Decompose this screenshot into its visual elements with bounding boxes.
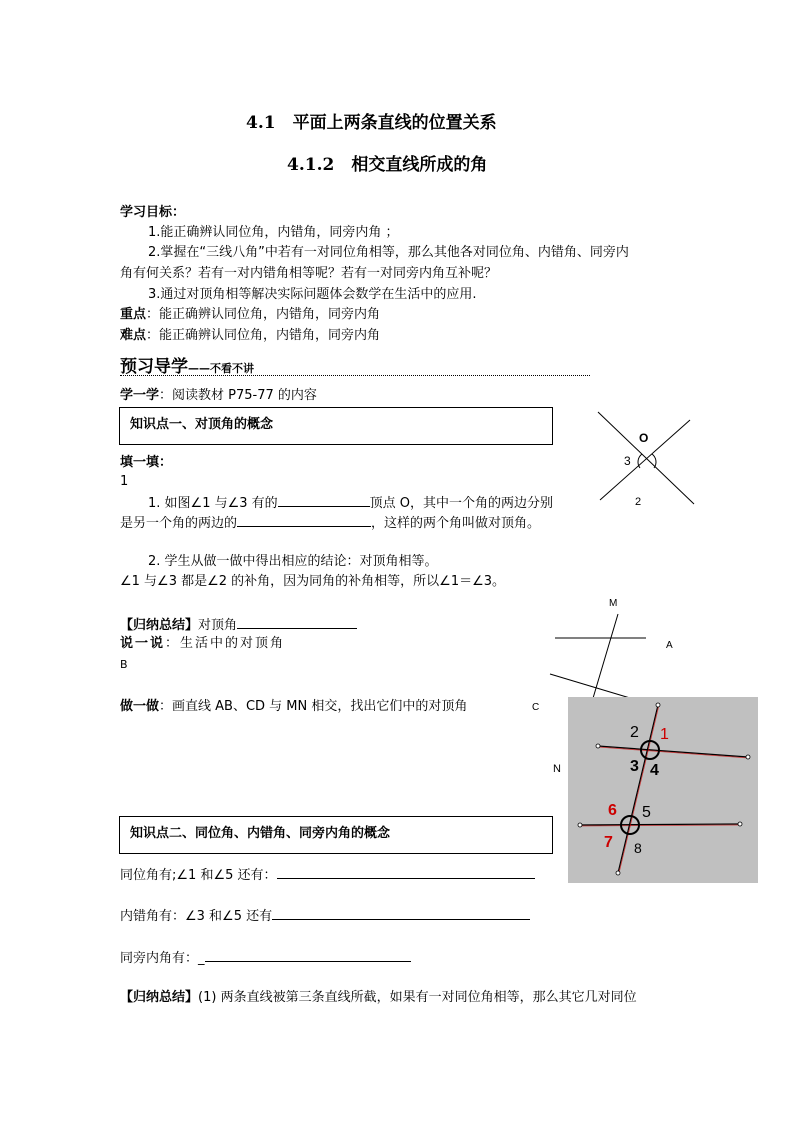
label-m: M [609,598,618,609]
three-lines-eight-angles-figure [568,697,758,883]
fill-question-1b [120,512,540,534]
alternate-label: 内错角有：∠3 和∠5 还有 [120,909,273,924]
goal-item-3: 3.通过对顶角相等解决实际问题体会数学在生活中的应用. [148,287,477,302]
knowledge-point-1-title: 知识点一、对顶角的概念 [130,417,274,432]
summary-1-text: 对顶角 [198,618,238,633]
fill-q1-part-a: 1. 如图∠1 与∠3 有的 [148,496,278,511]
do-label: 做一做 [120,699,160,714]
angle-label-2: 2 [630,724,639,741]
summary-2-text: (1) 两条直线被第三条直线所截，如果有一对同位角相等，那么其它几对同位 [198,990,637,1005]
key-point-label: 重点 [120,307,147,322]
corresponding-label: 同位角有;∠1 和∠5 还有： [120,868,277,883]
line-cd [550,674,630,698]
vertical-angles-diagram [594,408,698,510]
do-line [120,697,467,717]
blank-interior[interactable] [205,947,411,962]
do-text: ：画直线 AB、CD 与 MN 相交，找出它们中的对顶角 [159,699,468,714]
learn-line [120,386,317,406]
corresponding-line [120,864,535,886]
vertical-line-1 [598,412,694,504]
label-n: N [553,763,561,775]
interior-label: 同旁内角有：_ [120,951,205,966]
learn-label: 学一学 [120,388,160,403]
figure-background [568,697,758,883]
label-a: A [666,640,673,651]
fill-q1-part-c: 是另一个角的两边的 [120,516,238,531]
goals-heading: 学习目标： [120,205,186,220]
angle-arc-left [638,454,642,468]
angle-label-3: 3 [630,758,639,775]
label-o: O [639,431,649,445]
preview-heading-sub: ——不看不讲 [188,362,254,375]
endpoint-lower-left [578,823,582,827]
angle-label-7: 7 [604,834,613,851]
summary-1 [120,614,357,636]
summary-1-label: 【归纳总结】 [120,618,199,633]
preview-heading-title: 预习导学 [120,357,188,377]
hard-point [120,326,380,346]
angle-label-8: 8 [634,840,642,856]
goal-item-1: 1.能正确辨认同位角，内错角，同旁内角 ； [148,225,399,240]
dotted-divider [120,375,590,376]
label-3: 3 [624,454,631,468]
endpoint-upper-left [596,744,600,748]
endpoint-lower-right [738,822,742,826]
page-title: 4.1 平面上两条直线的位置关系 [246,113,497,133]
summary-2 [120,988,637,1008]
angle-label-5: 5 [642,804,651,821]
blank-1[interactable] [278,492,370,507]
hard-point-text: ：能正确辨认同位角，内错角，同旁内角 [146,328,381,343]
blank-2[interactable] [237,512,371,527]
learn-text: ：阅读教材 P75-77 的内容 [159,388,317,403]
knowledge-point-2-box [119,816,553,854]
key-point-text: ：能正确辨认同位角，内错角，同旁内角 [146,307,381,322]
hard-point-label: 难点 [120,328,147,343]
say-text: ：生活中的对顶角 [165,636,286,651]
preview-heading [120,352,254,377]
say-label: 说一说 [120,636,166,651]
fill-number: 1 [120,474,129,489]
say-line [120,634,285,654]
say-b-label: B [120,658,128,671]
fill-question-2a: 2. 学生从做一做中得出相应的结论：对顶角相等。 [148,554,438,569]
knowledge-point-1-box [119,407,553,445]
angle-label-4: 4 [650,762,659,779]
fill-q1-part-d: ，这样的两个角叫做对顶角。 [371,516,541,531]
endpoint-upper-right [746,755,750,759]
endpoint-top [656,703,660,707]
label-2: 2 [635,496,642,508]
fill-q1-part-b: 顶点 O，其中一个角的两边分别 [369,496,554,511]
label-c: C [532,702,540,713]
endpoint-bottom [616,871,620,875]
interior-line [120,947,411,969]
angle-label-1: 1 [660,726,669,743]
goal-item-2b: 角有何关系？若有一对内错角相等呢？若有一对同旁内角互补呢？ [120,266,498,281]
blank-3[interactable] [237,614,357,629]
page-subtitle: 4.1.2 相交直线所成的角 [287,155,488,175]
key-point [120,305,380,325]
blank-alternate[interactable] [272,905,530,920]
fill-question-2b: ∠1 与∠3 都是∠2 的补角，因为同角的补角相等，所以∠1＝∠3。 [120,574,506,589]
fill-heading: 填一填： [120,455,173,470]
angle-label-6: 6 [608,802,617,819]
knowledge-point-2-title: 知识点二、同位角、内错角、同旁内角的概念 [130,826,391,841]
fill-question-1a [148,492,553,514]
blank-corresponding[interactable] [277,864,535,879]
goal-item-2a: 2.掌握在“三线八角”中若有一对同位角相等，那么其他各对同位角、内错角、同旁内 [148,245,629,260]
summary-2-label: 【归纳总结】 [120,990,199,1005]
alternate-line [120,905,530,927]
